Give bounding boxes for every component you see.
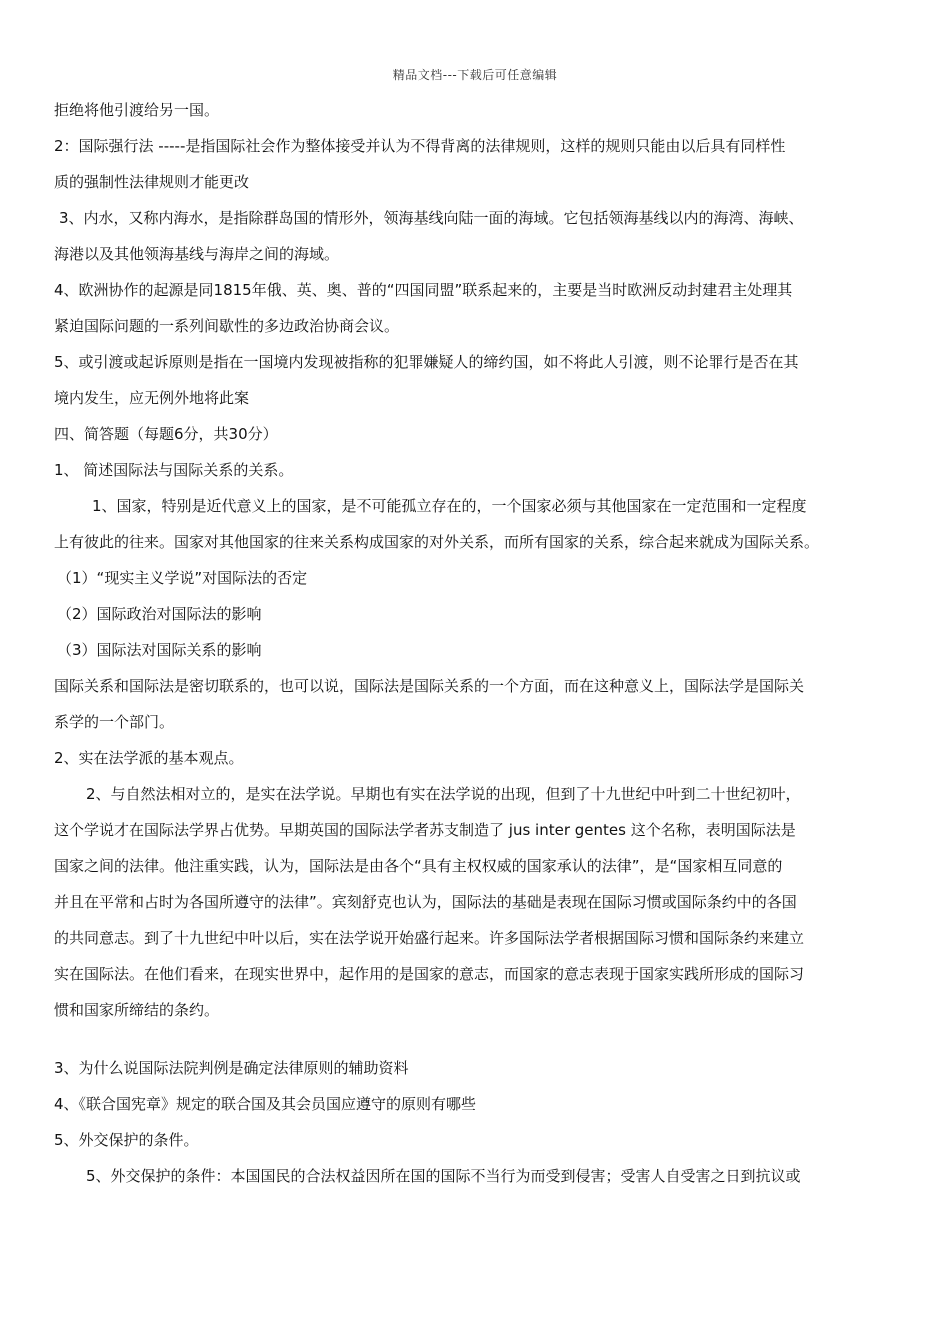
text-line: 的共同意志。到了十九世纪中叶以后，实在法学说开始盛行起来。许多国际法学者根据国际习惯和国际条约来建立 bbox=[54, 929, 805, 947]
text-line: 2、与自然法相对立的，是实在法学说。早期也有实在法学说的出现，但到了十九世纪中叶到二十世纪初叶， bbox=[86, 785, 801, 803]
paragraph-gap bbox=[54, 1028, 900, 1050]
section-heading: 四、简答题（每题6分，共30分） bbox=[54, 425, 278, 443]
text-line: 惯和国家所缔结的条约。 bbox=[54, 1001, 220, 1019]
text-line: 质的强制性法律规则才能更改 bbox=[54, 173, 250, 191]
text-line: 并且在平常和占时为各国所遵守的法律”。宾刻舒克也认为，国际法的基础是表现在国际习惯或国际条约中的各国 bbox=[54, 893, 797, 911]
list-item: （1）“现实主义学说”对国际法的否定 bbox=[57, 569, 308, 587]
text-line: 拒绝将他引渡给另一国。 bbox=[54, 101, 220, 119]
text-line: 紧迫国际问题的一系列间歇性的多边政治协商会议。 bbox=[54, 317, 400, 335]
text-line: 海港以及其他领海基线与海岸之间的海域。 bbox=[54, 245, 340, 263]
text-line: 这个学说才在国际法学界占优势。早期英国的国际法学者苏支制造了 jus inter gentes 这个名称，表明国际法是 bbox=[54, 821, 796, 839]
text-line: 国家之间的法律。他注重实践，认为，国际法是由各个“具有主权权威的国家承认的法律”，是“国家相互同意的 bbox=[54, 857, 783, 875]
list-item: （2）国际政治对国际法的影响 bbox=[57, 605, 262, 623]
document-body bbox=[54, 92, 900, 1194]
question-heading: 4、《联合国宪章》规定的联合国及其会员国应遵守的原则有哪些 bbox=[54, 1095, 477, 1113]
question-heading: 2、实在法学派的基本观点。 bbox=[54, 749, 244, 767]
text-line: 1、国家，特别是近代意义上的国家，是不可能孤立存在的，一个国家必须与其他国家在一定范围和一定程度 bbox=[92, 497, 807, 515]
text-line: 上有彼此的往来。国家对其他国家的往来关系构成国家的对外关系，而所有国家的关系，综合起来就成为国际关系。 bbox=[54, 533, 820, 551]
page-header: 精品文档---下载后可任意编辑 bbox=[392, 68, 558, 82]
text-line: 3、内水，又称内海水，是指除群岛国的情形外，领海基线向陆一面的海域。它包括领海基线以内的海湾、海峡、 bbox=[59, 209, 804, 227]
question-heading: 5、外交保护的条件。 bbox=[54, 1131, 199, 1149]
text-line: 4、欧洲协作的起源是同1815年俄、英、奥、普的“四国同盟”联系起来的，主要是当时欧洲反动封建君主处理其 bbox=[54, 281, 793, 299]
text-line: 2：国际强行法 -----是指国际社会作为整体接受并认为不得背离的法律规则，这样的规则只能由以后具有同样性 bbox=[54, 137, 786, 155]
text-line: 境内发生，应无例外地将此案 bbox=[54, 389, 250, 407]
question-heading: 3、为什么说国际法院判例是确定法律原则的辅助资料 bbox=[54, 1059, 409, 1077]
question-heading: 1、 简述国际法与国际关系的关系。 bbox=[54, 461, 294, 479]
list-item: （3）国际法对国际关系的影响 bbox=[57, 641, 262, 659]
text-line: 系学的一个部门。 bbox=[54, 713, 175, 731]
text-line: 5、外交保护的条件：本国国民的合法权益因所在国的国际不当行为而受到侵害；受害人自受害之日到抗议或 bbox=[86, 1167, 801, 1185]
text-line: 实在国际法。在他们看来，在现实世界中，起作用的是国家的意志，而国家的意志表现于国家实践所形成的国际习 bbox=[54, 965, 805, 983]
text-line: 国际关系和国际法是密切联系的，也可以说，国际法是国际关系的一个方面，而在这种意义上，国际法学是国际关 bbox=[54, 677, 805, 695]
text-line: 5、或引渡或起诉原则是指在一国境内发现被指称的犯罪嫌疑人的缔约国，如不将此人引渡，则不论罪行是否在其 bbox=[54, 353, 799, 371]
